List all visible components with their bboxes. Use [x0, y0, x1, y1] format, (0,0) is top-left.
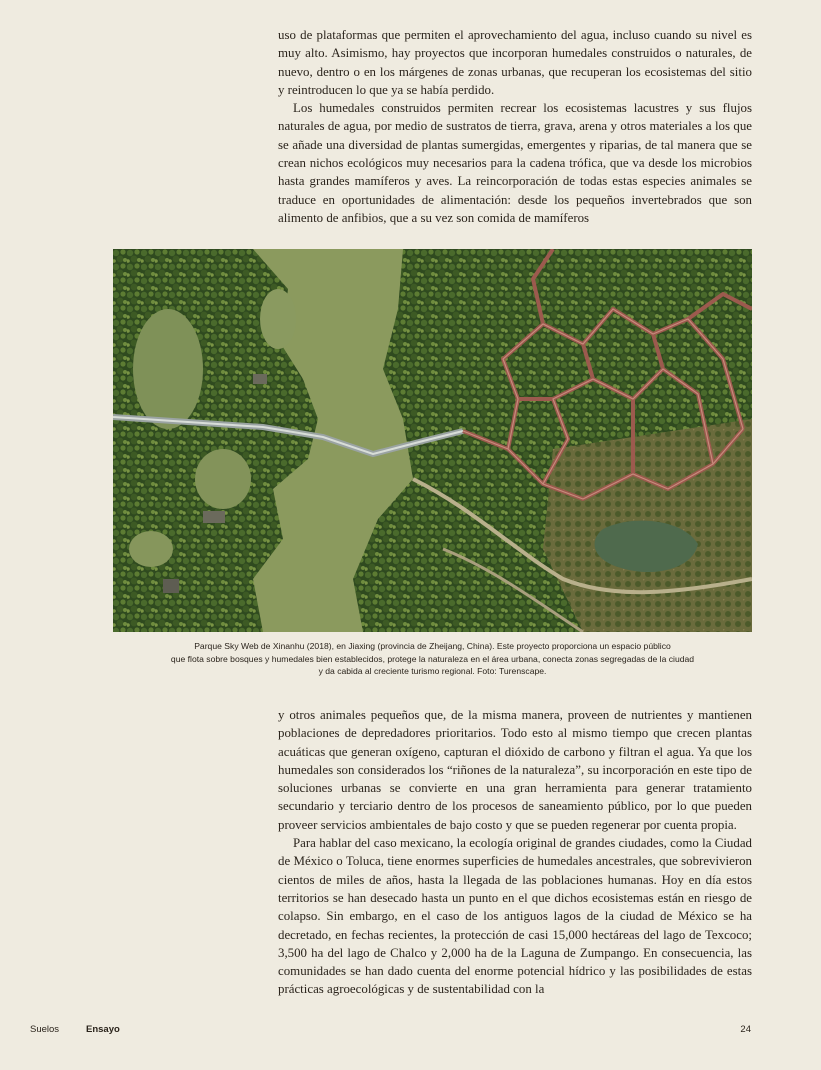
- caption-line: Parque Sky Web de Xinanhu (2018), en Jiaxing (provincia de Zheijang, China). Este proyecto proporciona un espacio público: [194, 641, 671, 651]
- figure-caption: [113, 640, 752, 678]
- paragraph: Los humedales construidos permiten recrear los ecosistemas lacustres y sus flujos naturales de agua, por medio de sustratos de tierra, grava, arena y otros materiales a los que se añade una diversidad de plantas sumergidas, emergentes y riparias, de tal manera que se crean nichos ecológicos muy necesarios para la cadena trófica, que va desde los microbios hasta grandes mamíferos y aves. La reincorporación de todas estas especies animales se traduce en oportunidades de alimentación: desde los pequeños invertebrados que son alimento de anfibios, que a su vez son comida de mamíferos: [278, 101, 752, 225]
- caption-line: que flota sobre bosques y humedales bien establecidos, protege la naturaleza en el área urbana, conecta zonas segregadas de la ciudad: [170, 653, 695, 664]
- aerial-photo-sky-web-park: [113, 249, 752, 632]
- body-text-bottom: [278, 706, 752, 999]
- paragraph: y otros animales pequeños que, de la misma manera, proveen de nutrientes y mantienen poblaciones de depredadores prioritarios. Todo esto al mismo tiempo que crecen plantas acuáticas que generan oxígeno, capturan el dióxido de carbono y filtran el agua. Ya que los humedales son considerados los “riñones de la naturaleza”, su incorporación en este tipo de soluciones urbanas se convierte en una gran herramienta para generar tratamiento secundario y terciario dentro de los procesos de saneamiento público, por lo que pueden proveer servicios ambientales de bajo costo y que se pueden regenerar por cuenta propia.: [278, 708, 752, 832]
- caption-line: y da cabida al creciente turismo regional. Foto: Turenscape.: [318, 666, 547, 677]
- footer-category: Ensayo: [86, 1024, 120, 1035]
- page-number: 24: [740, 1024, 751, 1035]
- paragraph: uso de plataformas que permiten el aprovechamiento del agua, incluso cuando su nivel es muy alto. Asimismo, hay proyectos que incorporan humedales construidos o naturales, de nuevo, dentro o en los márgenes de zonas urbanas, que recuperan los ecosistemas del sitio y reintroducen lo que ya se había perdido.: [278, 28, 752, 97]
- footer-section-name: Suelos: [30, 1024, 60, 1035]
- paragraph: Para hablar del caso mexicano, la ecología original de grandes ciudades, como la Ciudad de México o Toluca, tiene enormes superficies de humedales ancestrales, que sobrevivieron cientos de miles de años, hasta la llegada de las poblaciones humanas. Hoy en día estos territorios se han desecado hasta un punto en el que dichos ecosistemas están en riesgo de colapso. Sin embargo, en el caso de los antiguos lagos de la ciudad de México se ha decretado, en fechas recientes, la protección de casi 15,000 hectáreas del lago de Texcoco; 3,500 ha del lago de Chalco y 2,000 ha de la Laguna de Zumpango. En consecuencia, las comunidades se han dado cuenta del enorme potencial hídrico y las posibilidades de estas prácticas agroecológicas y de sustentabilidad con la: [278, 836, 752, 997]
- body-text-top: [278, 26, 752, 227]
